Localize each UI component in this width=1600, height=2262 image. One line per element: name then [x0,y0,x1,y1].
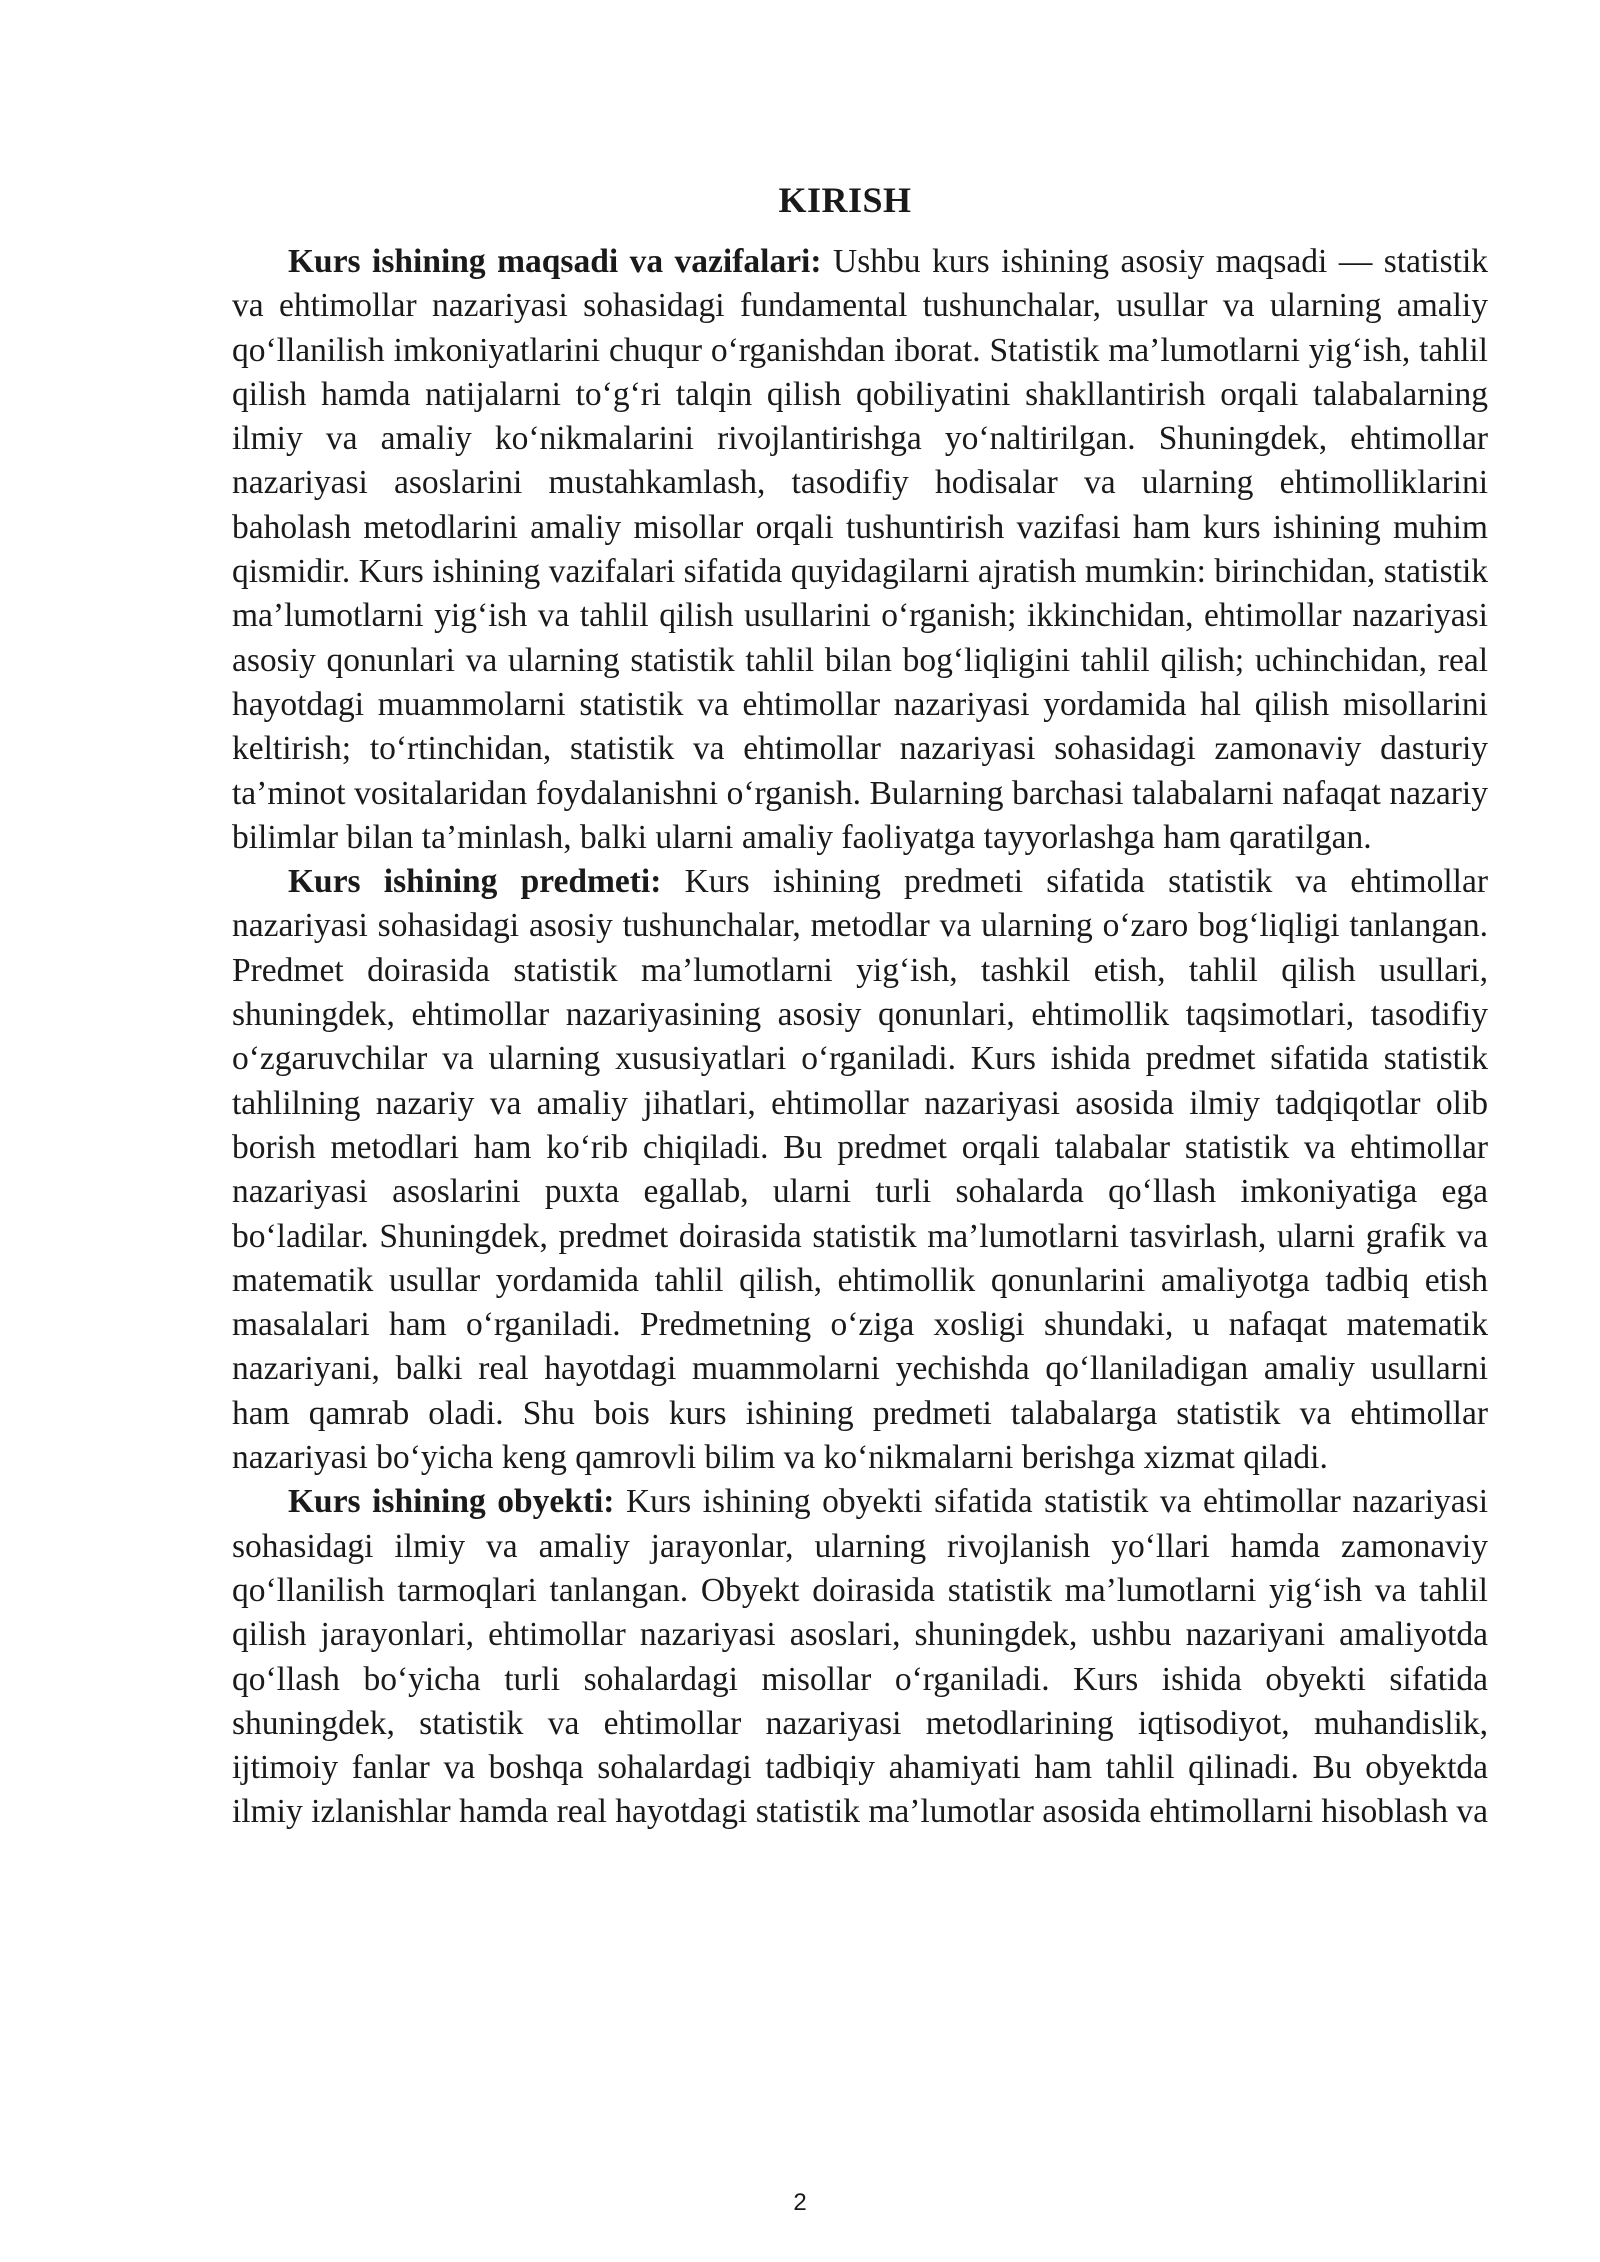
paragraph-goals [232,240,1488,860]
paragraph-text: Ushbu kurs ishining asosiy maqsadi — statistik va ehtimollar nazariyasi sohasidagi fundamental tushunchalar, usullar va ularning amaliy qo‘llanilish imkoniyatlarini chuqur o‘rganishdan iborat. Statistik ma’lumotlarni yig‘ish, tahlil qilish hamda natijalarni to‘g‘ri talqin qilish qobiliyatini shakllantirish orqali talabalarning ilmiy va amaliy ko‘nikmalarini rivojlantirishga yo‘naltirilgan. Shuningdek, ehtimollar nazariyasi asoslarini mustahkamlash, tasodifiy hodisalar va ularning ehtimolliklarini baholash metodlarini amaliy misollar orqali tushuntirish vazifasi ham kurs ishining muhim qismidir. Kurs ishining vazifalari sifatida quyidagilarni ajratish mumkin: birinchidan, statistik ma’lumotlarni yig‘ish va tahlil qilish usullarini o‘rganish; ikkinchidan, ehtimollar nazariyasi asosiy qonunlari va ularning statistik tahlil bilan bog‘liqligini tahlil qilish; uchinchidan, real hayotdagi muammolarni statistik va ehtimollar nazariyasi yordamida hal qilish misollarini keltirish; to‘rtinchidan, statistik va ehtimollar nazariyasi sohasidagi zamonaviy dasturiy ta’minot vositalaridan foydalanishni o‘rganish. Bularning barchasi talabalarni nafaqat nazariy bilimlar bilan ta’minlash, balki ularni amaliy faoliyatga tayyorlashga ham qaratilgan. [232,243,1489,856]
body-text [232,240,1488,1835]
paragraph-text: Kurs ishining obyekti sifatida statistik va ehtimollar nazariyasi sohasidagi ilmiy va amaliy jarayonlar, ularning rivojlanish yo‘llari hamda zamonaviy qo‘llanilish tarmoqlari tanlangan. Obyekt doirasida statistik ma’lumotlarni yig‘ish va tahlil qilish jarayonlari, ehtimollar nazariyasi asoslari, shuningdek, ushbu nazariyani amaliyotda qo‘llash bo‘yicha turli sohalardagi misollar o‘rganiladi. Kurs ishida obyekti sifatida shuningdek, statistik va ehtimollar nazariyasi metodlarining iqtisodiyot, muhandislik, ijtimoiy fanlar va boshqa sohalardagi tadbiqiy ahamiyati ham tahlil qilinadi. Bu obyektda ilmiy izlanishlar hamda real hayotdagi statistik ma’lumotlar asosida ehtimollarni hisoblash va [232,1483,1489,1831]
paragraph-lead: Kurs ishining predmeti: [288,863,662,901]
page-number: 2 [793,2189,807,2216]
section-heading: KIRISH [778,180,912,221]
paragraph-object [232,1480,1488,1834]
paragraph-lead: Kurs ishining obyekti: [288,1483,615,1521]
paragraph-text: Kurs ishining predmeti sifatida statistik va ehtimollar nazariyasi sohasidagi asosiy tushunchalar, metodlar va ularning o‘zaro bog‘liqligi tanlangan. Predmet doirasida statistik ma’lumotlarni yig‘ish, tashkil etish, tahlil qilish usullari, shuningdek, ehtimollar nazariyasining asosiy qonunlari, ehtimollik taqsimotlari, tasodifiy o‘zgaruvchilar va ularning xususiyatlari o‘rganiladi. Kurs ishida predmet sifatida statistik tahlilning nazariy va amaliy jihatlari, ehtimollar nazariyasi asosida ilmiy tadqiqotlar olib borish metodlari ham ko‘rib chiqiladi. Bu predmet orqali talabalar statistik va ehtimollar nazariyasi asoslarini puxta egallab, ularni turli sohalarda qo‘llash imkoniyatiga ega bo‘ladilar. Shuningdek, predmet doirasida statistik ma’lumotlarni tasvirlash, ularni grafik va matematik usullar yordamida tahlil qilish, ehtimollik qonunlarini amaliyotga tadbiq etish masalalari ham o‘rganiladi. Predmetning o‘ziga xosligi shundaki, u nafaqat matematik nazariyani, balki real hayotdagi muammolarni yechishda qo‘llaniladigan amaliy usullarni ham qamrab oladi. Shu bois kurs ishining predmeti talabalarga statistik va ehtimollar nazariyasi bo‘yicha keng qamrovli bilim va ko‘nikmalarni berishga xizmat qiladi. [232,863,1489,1477]
paragraph-lead: Kurs ishining maqsadi va vazifalari: [288,243,822,280]
paragraph-subject [232,860,1488,1480]
